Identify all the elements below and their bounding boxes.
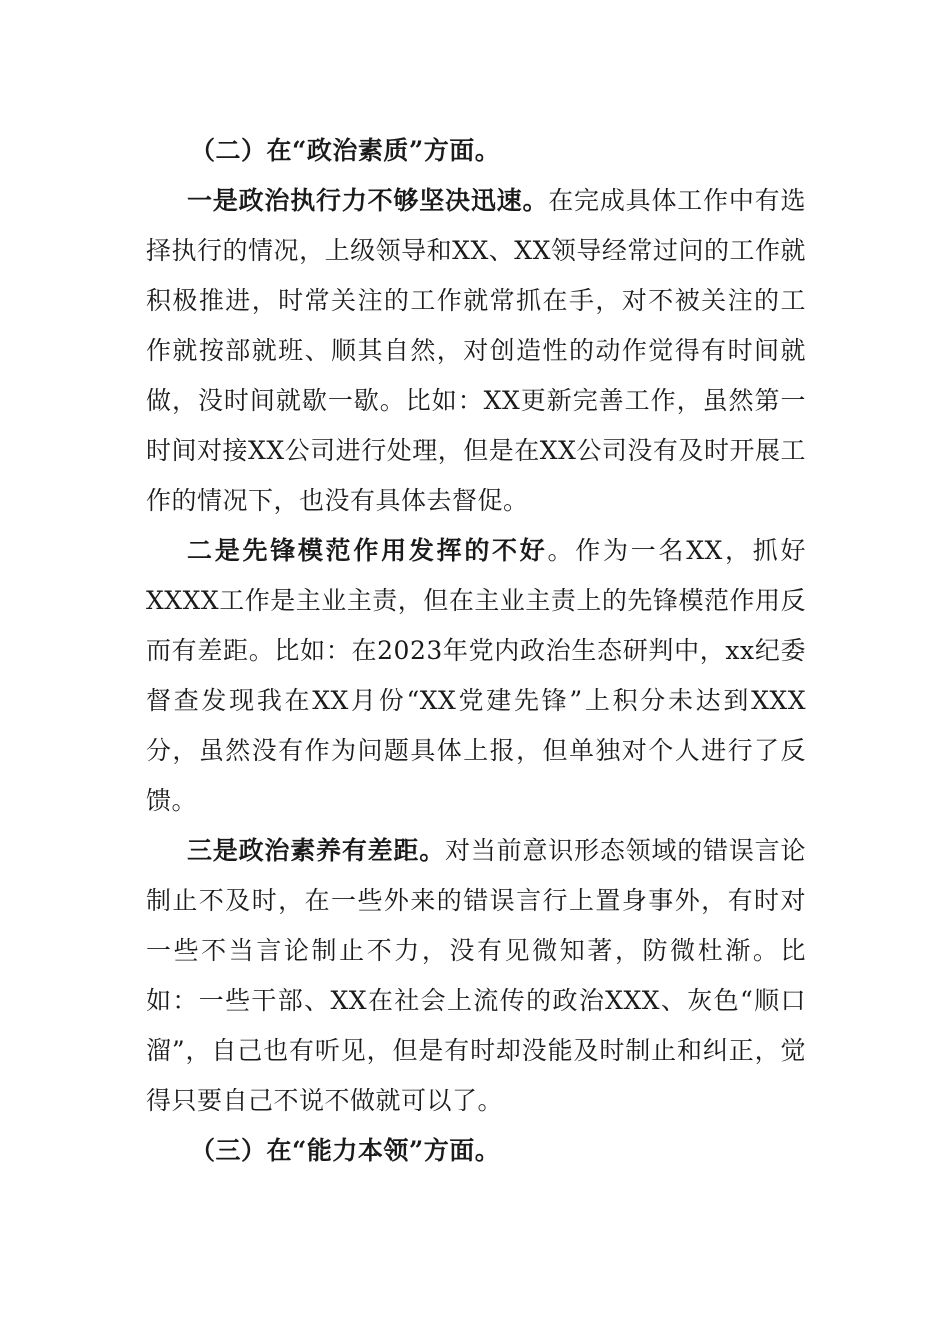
paragraph-2 [146, 526, 806, 826]
paragraph-3 [146, 826, 806, 1126]
paragraph-1-body: 在完成具体工作中有选择执行的情况，上级领导和XX、XX领导经常过问的工作就积极推进，时常关注的工作就常抓在手，对不被关注的工作就按部就班、顺其自然，对创造性的动作觉得有时间就做，没时间就歇一歇。比如：XX更新完善工作，虽然第一时间对接XX公司进行处理，但是在XX公司没有及时开展工作的情况下，也没有具体去督促。 [146, 186, 806, 515]
document-body [146, 126, 806, 1176]
paragraph-2-body: 。作为一名XX，抓好XXXX工作是主业主责，但在主业主责上的先锋模范作用反而有差距。比如：在2023年党内政治生态研判中，xx纪委督查发现我在XX月份“XX党建先锋”上积分未达到XXX分，虽然没有作为问题具体上报，但单独对个人进行了反馈。 [146, 536, 806, 815]
paragraph-1-lead: 一是政治执行力不够坚决迅速。 [187, 186, 549, 215]
paragraph-2-lead: 二是先锋模范作用发挥的不好 [187, 536, 548, 565]
paragraph-1 [146, 176, 806, 526]
section-heading-3: （三）在“能力本领”方面。 [190, 1136, 501, 1165]
section-heading-2: （二）在“政治素质”方面。 [190, 136, 501, 165]
paragraph-3-body: 对当前意识形态领域的错误言论制止不及时，在一些外来的错误言行上置身事外，有时对一些不当言论制止不力，没有见微知著，防微杜渐。比如：一些干部、XX在社会上流传的政治XXX、灰色“顺口溜”，自己也有听见，但是有时却没能及时制止和纠正，觉得只要自己不说不做就可以了。 [146, 836, 806, 1115]
paragraph-3-lead: 三是政治素养有差距。 [187, 836, 446, 865]
